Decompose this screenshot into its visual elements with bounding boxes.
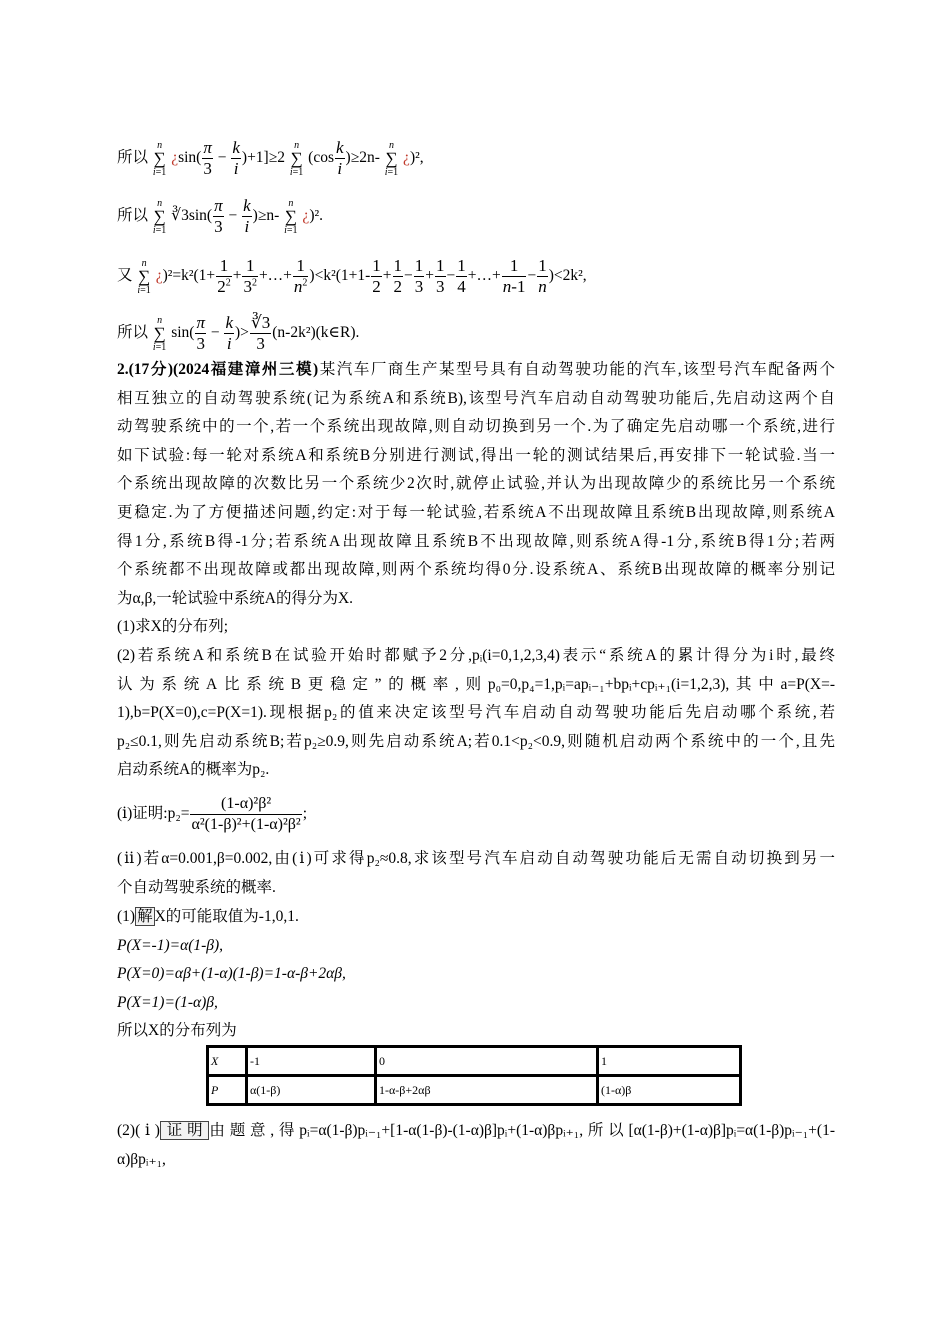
table-cell: 1 <box>598 1047 741 1076</box>
table-cell: α(1-β) <box>247 1076 376 1105</box>
fraction: $\frac{1}{n}$ <box>538 256 547 296</box>
problem-row: 动驾驶系统中的一个,若一个系统出现故障,则自动切换到另一个.为了确定先启动哪一个系统,进行 <box>117 418 835 436</box>
solution-row: α)βpᵢ₊₁, <box>117 1150 166 1168</box>
text: ; <box>302 805 308 823</box>
fraction: $\frac{\pi}{3}$ <box>214 196 223 236</box>
table-cell: 1-α-β+2αβ <box>376 1076 598 1105</box>
fraction: $\frac{\pi}{3}$ <box>196 313 205 353</box>
fraction: $\frac{1}{2^2}$ <box>217 256 231 296</box>
fraction: $\frac{1}{3^2}$ <box>243 256 257 296</box>
text: (ⅰ)证明:p₂= <box>117 805 190 823</box>
problem-heading: 2.(17分)(2024福建漳州三模) <box>117 361 319 378</box>
text: (1) <box>117 908 136 925</box>
problem-row: 相互独立的自动驾驶系统(记为系统A和系统B),该型号汽车启动自动驾驶功能后,先启动这两个自 <box>117 389 835 407</box>
text: sin( <box>171 324 195 342</box>
text: 所以 <box>117 324 149 342</box>
text: (cos <box>308 149 334 167</box>
table-row <box>208 1047 741 1076</box>
table-cell: -1 <box>247 1047 376 1076</box>
derivation-line-4: 所以 n ∑ i=1 sin( $\frac{\pi}{3}$ − $\frac{k}{i}$ )> $\frac{∛3}{3}$ (n-2k²)(k∈R). <box>117 313 360 353</box>
question-2ii-row: 个自动驾驶系统的概率. <box>117 878 276 896</box>
fraction: $\frac{∛3}{3}$ <box>250 313 271 353</box>
fraction: $\frac{k}{i}$ <box>243 196 251 236</box>
sum-symbol: n ∑ i=1 <box>137 257 151 296</box>
sum-symbol: n ∑ i=1 <box>152 197 167 236</box>
fraction <box>190 794 301 835</box>
text: )², <box>409 149 424 167</box>
text: )+1]≥2 <box>241 149 285 167</box>
denominator: α²(1-β)²+(1-α)²β² <box>191 816 301 833</box>
glyph: ¿ <box>403 149 410 167</box>
proof-tag: 证明 <box>161 1122 208 1139</box>
text: (n-2k²)(k∈R). <box>272 324 360 342</box>
fraction: $\frac{1}{n-1}$ <box>502 256 526 296</box>
fraction: $\frac{k}{i}$ <box>225 313 234 353</box>
glyph: ¿ <box>171 149 179 167</box>
question-2i <box>117 794 307 835</box>
question-1: (1)求X的分布列; <box>117 618 229 636</box>
table-cell: P <box>208 1076 247 1105</box>
text: X的可能取值为-1,0,1. <box>154 908 299 925</box>
sum-symbol: n ∑ i=1 <box>152 139 167 178</box>
question-2-row: p₂≤0.1,则先启动系统B;若p₂≥0.9,则先启动系统A;若0.1<p₂<0.9,则随机启动两个系统中的一个,且先 <box>117 732 835 750</box>
fraction: $\frac{1}{4}$ <box>457 256 466 296</box>
question-2-row: 1),b=P(X=0),c=P(X=1).现根据p₂的值来决定该型号汽车启动自动驾驶功能后先启动哪个系统,若 <box>117 704 835 722</box>
text: 由题意,得pᵢ=α(1-β)pᵢ₋₁+[1-α(1-β)-(1-α)β]pᵢ+(1-α)βpᵢ₊₁,所以[α(1-β)+(1-α)β]pᵢ=α(1-β)pᵢ₋₁+(1- <box>209 1122 835 1139</box>
question-2ii-row: (ⅱ)若α=0.001,β=0.002,由(ⅰ)可求得p₂≈0.8,求该型号汽车启动自动驾驶功能后无需自动切换到另一 <box>117 850 835 867</box>
fraction: $\frac{1}{n^2}$ <box>293 256 308 296</box>
text: sin( <box>178 149 202 167</box>
text: )². <box>309 207 323 225</box>
fraction: $\frac{\pi}{3}$ <box>203 138 212 178</box>
probability-line: P(X=0)=αβ+(1-α)(1-β)=1-α-β+2αβ, <box>117 965 346 983</box>
distribution-intro: 所以X的分布列为 <box>117 1022 237 1040</box>
sum-symbol: n ∑ i=1 <box>384 139 399 178</box>
table-row <box>208 1076 741 1105</box>
solution-row <box>117 903 835 932</box>
fraction: $\frac{1}{3}$ <box>414 256 424 296</box>
derivation-line-2: 所以 n ∑ i=1 ∛3sin( $\frac{\pi}{3}$ − $\frac{k}{i}$ )≥n- n ∑ i=1 ¿)². <box>117 196 323 236</box>
text: )≥n- <box>252 207 280 225</box>
text: )≥2n- <box>345 149 380 167</box>
table-cell: 0 <box>376 1047 598 1076</box>
text: 某汽车厂商生产某型号具有自动驾驶功能的汽车,该型号汽车配备两个 <box>318 361 835 378</box>
text: )<k²(1+1- <box>309 267 371 285</box>
distribution-table <box>206 1045 742 1106</box>
text: (2)(ⅰ) <box>117 1122 160 1139</box>
sum-symbol: n ∑ i=1 <box>152 314 167 353</box>
glyph: ¿ <box>302 207 310 225</box>
solution-part-1 <box>117 903 835 1046</box>
fraction: $\frac{k}{i}$ <box>335 138 344 178</box>
problem-row <box>117 356 835 385</box>
solve-tag: 解 <box>137 908 153 925</box>
solution-part-2 <box>117 1117 835 1174</box>
question-2-row: (2)若系统A和系统B在试验开始时都赋予2分,pᵢ(i=0,1,2,3,4)表示“系统A的累计得分为i时,最终 <box>117 646 835 664</box>
text: )²=k²(1+ <box>162 267 216 285</box>
problem-statement <box>117 356 835 785</box>
solution-row <box>117 1117 835 1146</box>
problem-row: 个系统出现故障的次数比另一个系统少2次时,就停止试验,并认为出现故障少的系统比另一个系统 <box>117 475 835 493</box>
problem-row: 更稳定.为了方便描述问题,约定:对于每一轮试验,若系统A不出现故障且系统B出现故障,则系统A <box>117 503 835 521</box>
fraction: $\frac{1}{2}$ <box>393 256 403 296</box>
fraction: $\frac{1}{3}$ <box>436 256 445 296</box>
derivation-line-1: 所以 n ∑ i=1 ¿sin( $\frac{\pi}{3}$ − $\frac{k}{i}$ )+1]≥2 n ∑ i=1 (cos $\frac{k}{i}$ )≥2n- n ∑ i=1 ¿)², <box>117 138 424 178</box>
numerator: (1-α)²β² <box>221 795 272 812</box>
text: 所以 <box>117 207 149 225</box>
problem-row: 如下试验:每一轮对系统A和系统B分别进行测试,得出一轮的测试结果后,再安排下一轮试验.当一 <box>117 446 835 464</box>
glyph: ¿ <box>155 267 163 285</box>
table-cell: (1-α)β <box>598 1076 741 1105</box>
problem-row: 为α,β,一轮试验中系统A的得分为X. <box>117 589 354 607</box>
fraction: $\frac{k}{i}$ <box>232 138 240 178</box>
derivation-line-3: 又 n ∑ i=1 ¿)²=k²(1+ $\frac{1}{2^2}$ + $\frac{1}{3^2}$ +…+ $\frac{1}{n^2}$ )<k²(1+1- $\frac{1}{2}$ + $\frac{1}{2}$ − $\frac{1}{3}$ + $\frac{1}{3}$ − $\frac{1}{4}$ +…+ $\frac{1}{n-1}$ − $\frac{1}{n}$ )<2k², <box>117 256 587 296</box>
question-2-row: 启动系统A的概率为p₂. <box>117 761 270 779</box>
probability-line: P(X=-1)=α(1-β), <box>117 936 224 954</box>
text: 所以 <box>117 149 149 167</box>
text: )<2k², <box>548 267 587 285</box>
sum-symbol: n ∑ i=1 <box>284 197 298 236</box>
probability-line: P(X=1)=(1-α)β, <box>117 993 218 1011</box>
fraction: $\frac{1}{2}$ <box>372 256 381 296</box>
text: 又 <box>117 267 133 285</box>
problem-row: 得1分,系统B得-1分;若系统A出现故障且系统B不出现故障,则系统A得-1分,系统B得1分;若两 <box>117 532 835 550</box>
question-2-row: 认为系统A比系统B更稳定”的概率,则p₀=0,p₄=1,pᵢ=apᵢ₋₁+bpᵢ+cpᵢ₊₁(i=1,2,3),其中a=P(X=- <box>117 675 835 693</box>
sum-symbol: n ∑ i=1 <box>289 139 304 178</box>
text: )> <box>235 324 249 342</box>
question-2ii <box>117 845 835 902</box>
table-cell: X <box>208 1047 247 1076</box>
text: ∛3sin( <box>171 207 213 225</box>
problem-row: 个系统都不出现故障或都出现故障,则两个系统均得0分.设系统A、系统B出现故障的概率分别记 <box>117 561 835 579</box>
